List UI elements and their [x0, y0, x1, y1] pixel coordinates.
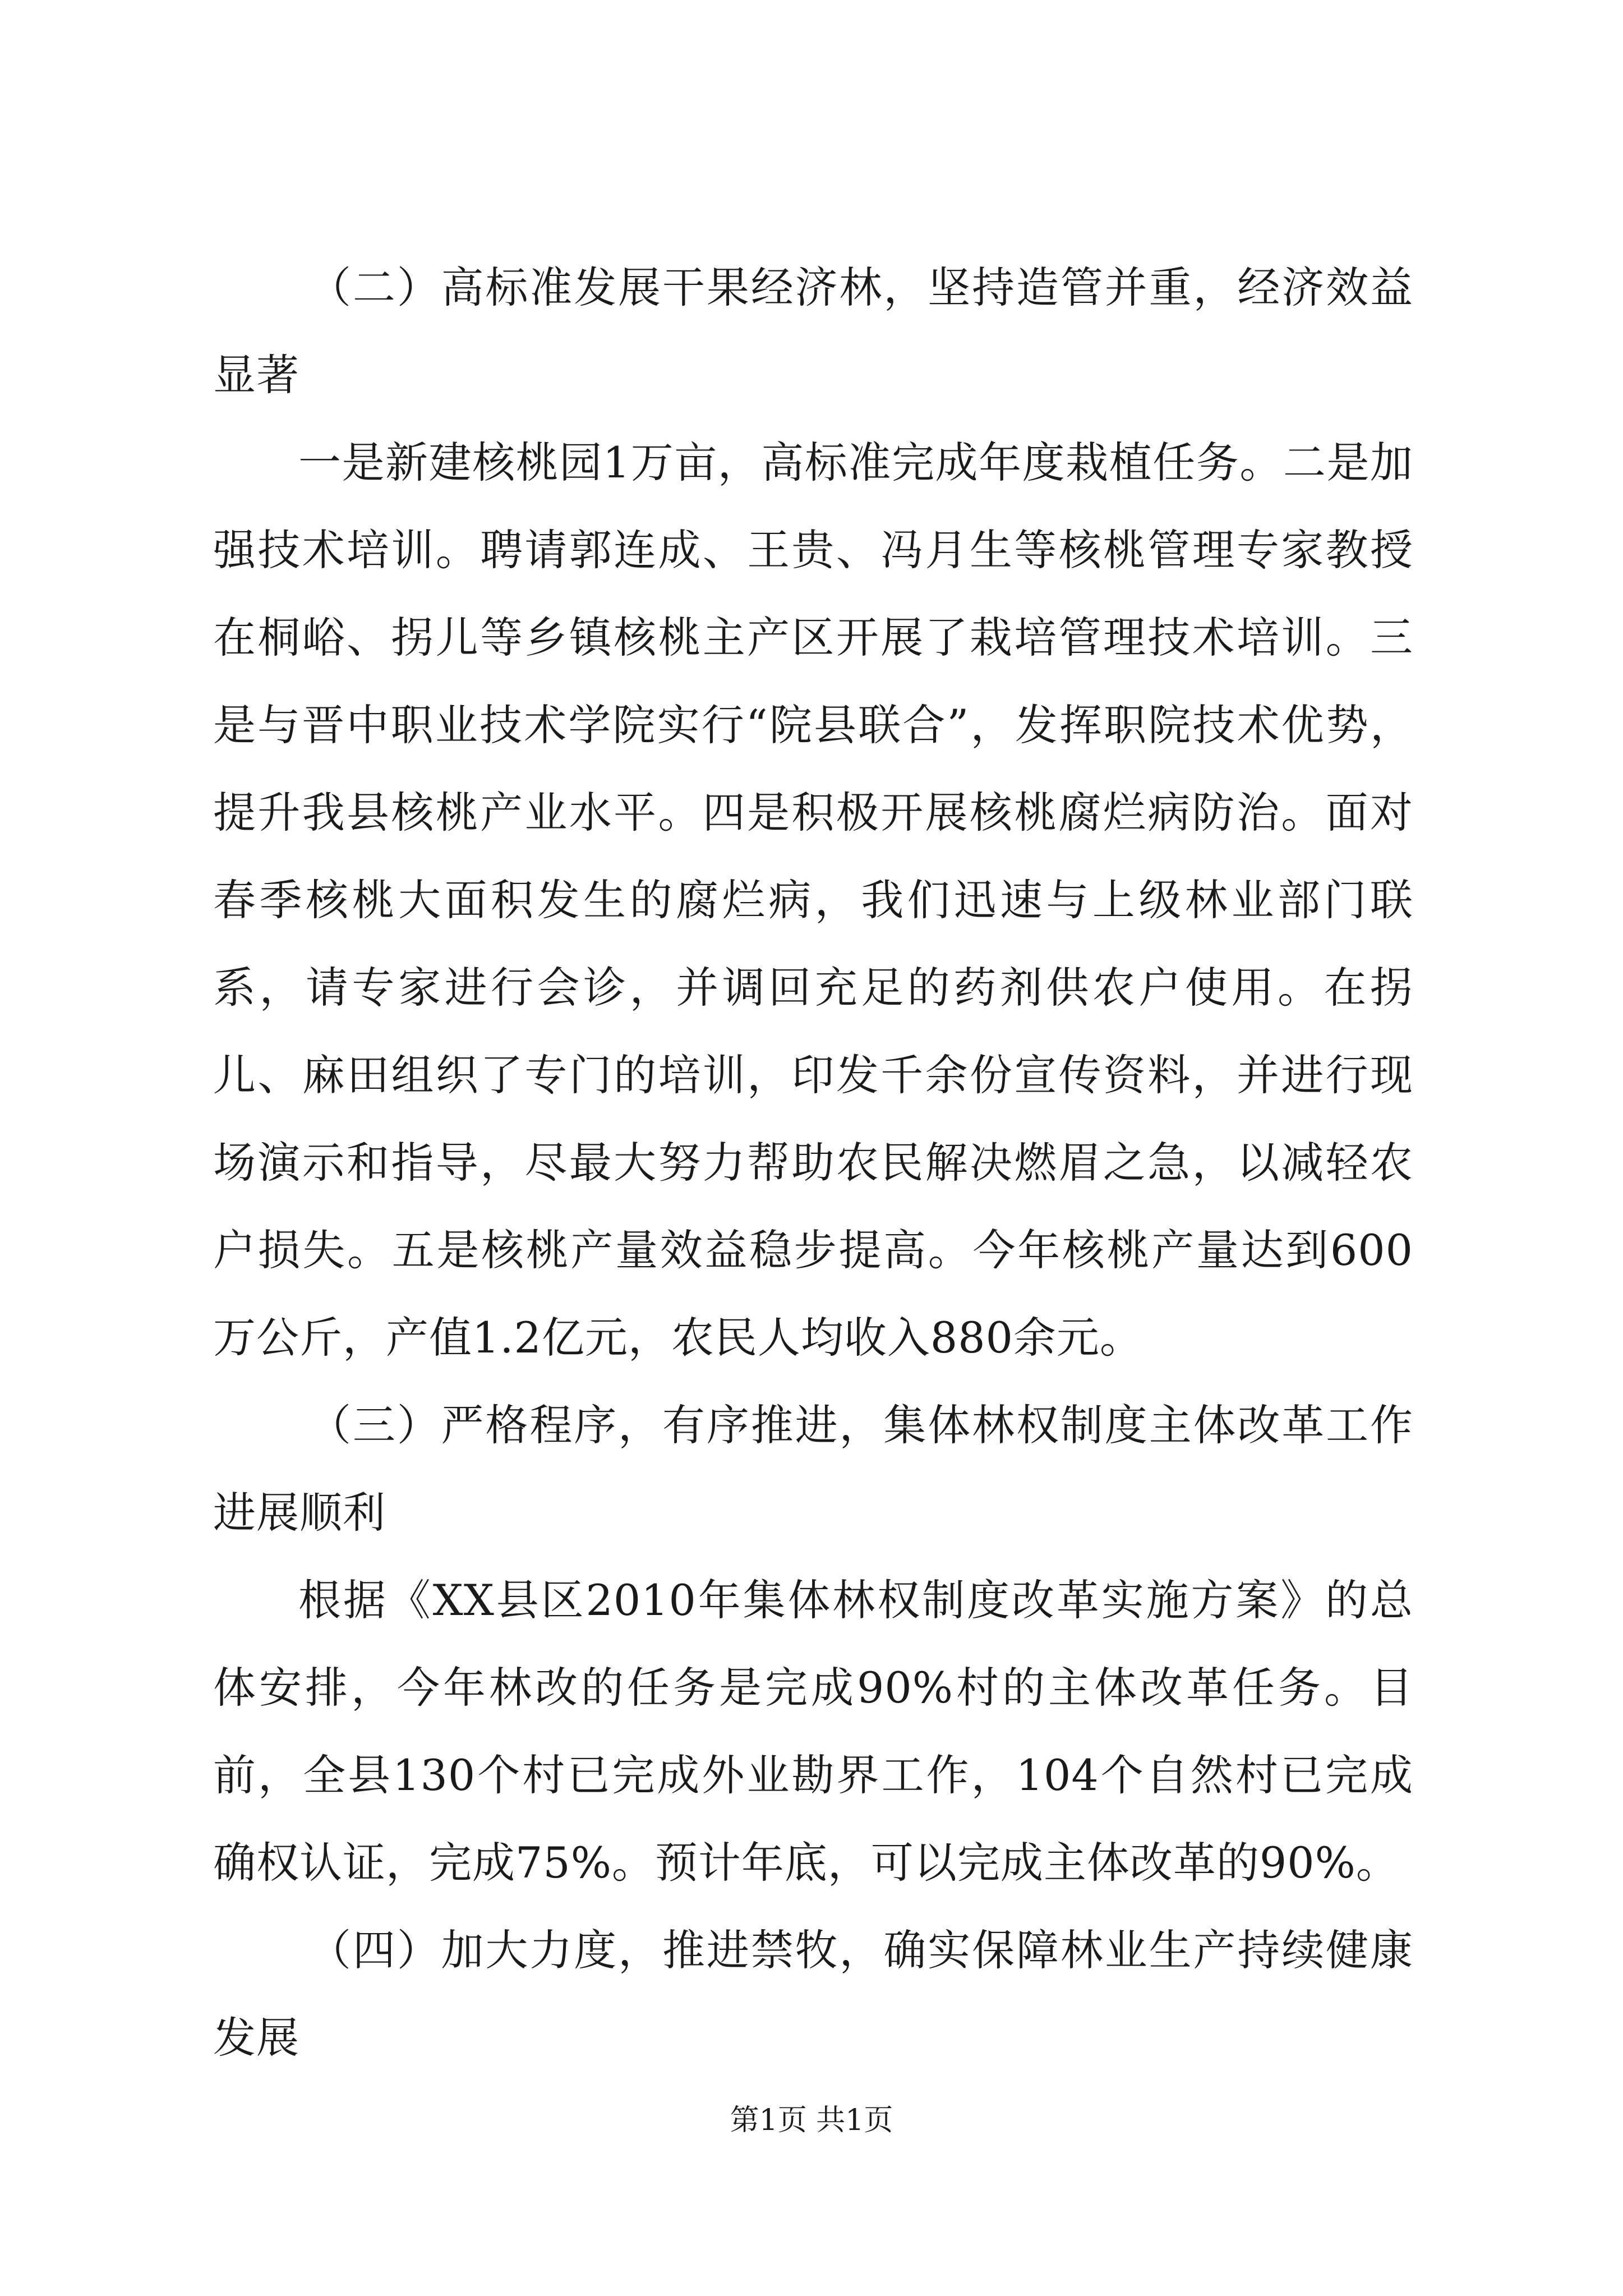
page-footer: 第1页 共1页	[730, 2104, 893, 2137]
section-heading-2: （二）高标准发展干果经济林，坚持造管并重，经济效益显著	[213, 263, 1413, 400]
section-body-2: 一是新建核桃园1万亩，高标准完成年度栽植任务。二是加强技术培训。聘请郭连成、王贵、冯月生等核桃管理专家教授在桐峪、拐儿等乡镇核桃主产区开展了栽培管理技术培训。三是与晋中职业技术学院实行“院县联合”，发挥职院技术优势，提升我县核桃产业水平。四是积极开展核桃腐烂病防治。面对春季核桃大面积发生的腐烂病，我们迅速与上级林业部门联系，请专家进行会诊，并调回充足的药剂供农户使用。在拐儿、麻田组织了专门的培训，印发千余份宣传资料，并进行现场演示和指导，尽最大努力帮助农民解决燃眉之急，以减轻农户损失。五是核桃产量效益稳步提高。今年核桃产量达到600万公斤，产值1.2亿元，农民人均收入880余元。	[213, 438, 1413, 1363]
section-heading-3: （三）严格程序，有序推进，集体林权制度主体改革工作进展顺利	[213, 1400, 1413, 1538]
section-heading-4: （四）加大力度，推进禁牧，确实保障林业生产持续健康发展	[213, 1925, 1413, 2063]
section-body-3: 根据《XX县区2010年集体林权制度改革实施方案》的总体安排，今年林改的任务是完成90%村的主体改革任务。目前，全县130个村已完成外业勘界工作，104个自然村已完成确权认证，完成75%。预计年底，可以完成主体改革的90%。	[213, 1575, 1413, 1888]
document-body	[213, 244, 1413, 2082]
